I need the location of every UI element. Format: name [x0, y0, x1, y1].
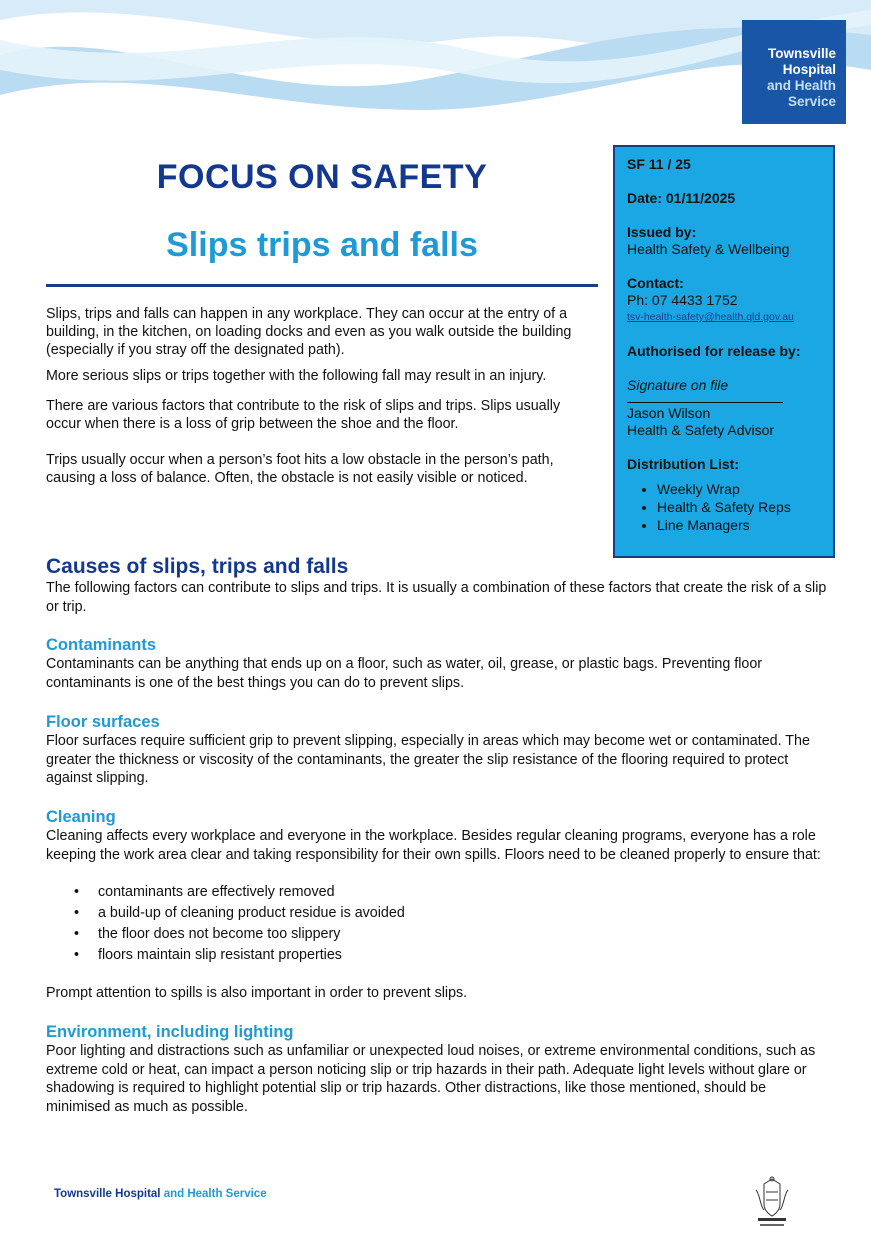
intro-section: [46, 305, 598, 487]
contact-email-link[interactable]: tsv-health-safety@health.qld.gov.au: [627, 311, 794, 323]
header-wave-banner: [0, 0, 871, 135]
authoriser-name: Jason Wilson: [627, 405, 711, 421]
list-item: • Health & Safety Reps: [657, 498, 821, 516]
distribution-list: [627, 480, 821, 534]
contact-phone: Ph: 07 4433 1752: [627, 292, 738, 308]
cleaning-list: [46, 882, 831, 966]
floor-surfaces-heading: Floor surfaces: [46, 712, 160, 731]
signature-line: [627, 401, 783, 403]
contaminants-heading: Contaminants: [46, 636, 157, 655]
list-item: • Line Managers: [657, 516, 821, 534]
footer-organisation: Townsville Hospital and Health Service: [54, 1188, 267, 1200]
distribution-label: Distribution List:: [627, 456, 739, 472]
cleaning-heading: Cleaning: [46, 807, 116, 826]
list-item: • contaminants are effectively removed: [74, 882, 831, 903]
townsville-hhs-logo: Townsville Hospital and Health Service: [742, 20, 846, 124]
document-info-box: [613, 145, 835, 558]
intro-paragraph: Slips, trips and falls can happen in any workplace. They can occur at the entry of a building, in the kitchen, on loading docks and even as you walk outside the building (especially if you stray off the designated path).: [46, 306, 572, 358]
list-item: • Weekly Wrap: [657, 480, 821, 498]
environment-text: Poor lighting and distractions such as unfamiliar or unexpected loud noises, or extreme environmental conditions, such as extreme cold or heat, can impact a person noticing slip or trip hazards in their path. Adequate light levels without glare or shadowing is required to highlight potential slip or trip hazards. Other distractions, like those mentioned, should be minimised as much as possible.: [46, 1043, 816, 1116]
signature-note: Signature on file: [627, 377, 729, 393]
authorised-label: Authorised for release by:: [627, 343, 801, 359]
causes-heading: Causes of slips, trips and falls: [46, 555, 349, 578]
floor-surfaces-text: Floor surfaces require sufficient grip to prevent slipping, especially in areas which may become wet or contaminated. The greater the thickness or viscosity of the contaminants, the greater the slip resistance of the flooring required to protect against slipping.: [46, 732, 810, 787]
issue-date: Date: 01/11/2025: [627, 190, 736, 206]
authoriser-role: Health & Safety Advisor: [627, 422, 775, 438]
list-item: • floors maintain slip resistant properties: [74, 945, 831, 966]
contaminants-text: Contaminants can be anything that ends up on a floor, such as water, oil, grease, or plastic bags. Preventing floor contaminants is one of the best things you can do to prevent slips.: [46, 656, 763, 692]
reference-number: SF 11 / 25: [627, 156, 691, 172]
intro-paragraph: Trips usually occur when a person’s foot hits a low obstacle in the person’s path, causing a loss of balance. Often, the obstacle is not easily visible or noticed.: [46, 452, 554, 486]
causes-text: The following factors can contribute to slips and trips. It is usually a combination of these factors that create the risk of a slip or trip.: [46, 580, 827, 615]
queensland-government-crest-icon: [748, 1176, 796, 1232]
list-item: • a build-up of cleaning product residue is avoided: [74, 903, 831, 924]
issued-by-label: Issued by:: [627, 224, 697, 240]
page-title: FOCUS ON SAFETY: [156, 158, 488, 196]
intro-paragraph: There are various factors that contribute to the risk of slips and trips. Slips usually occur when there is a loss of grip between the shoe and the floor.: [46, 398, 561, 432]
issued-by-value: Health Safety & Wellbeing: [627, 241, 790, 257]
environment-heading: Environment, including lighting: [46, 1023, 294, 1042]
cleaning-note: Prompt attention to spills is also important in order to prevent slips.: [46, 985, 468, 1002]
list-item: • the floor does not become too slippery: [74, 924, 831, 945]
contact-label: Contact:: [627, 275, 684, 291]
title-divider: [46, 284, 598, 287]
main-content: [46, 555, 831, 1117]
intro-paragraph: More serious slips or trips together with the following fall may result in an injury.: [46, 368, 547, 384]
cleaning-text: Cleaning affects every workplace and everyone in the workplace. Besides regular cleaning programs, everyone has a role keeping the work area clear and taking responsibility for their own spills. Floors need to be cleaned properly to ensure that:: [46, 827, 821, 863]
page-subtitle: Slips trips and falls: [166, 226, 478, 264]
